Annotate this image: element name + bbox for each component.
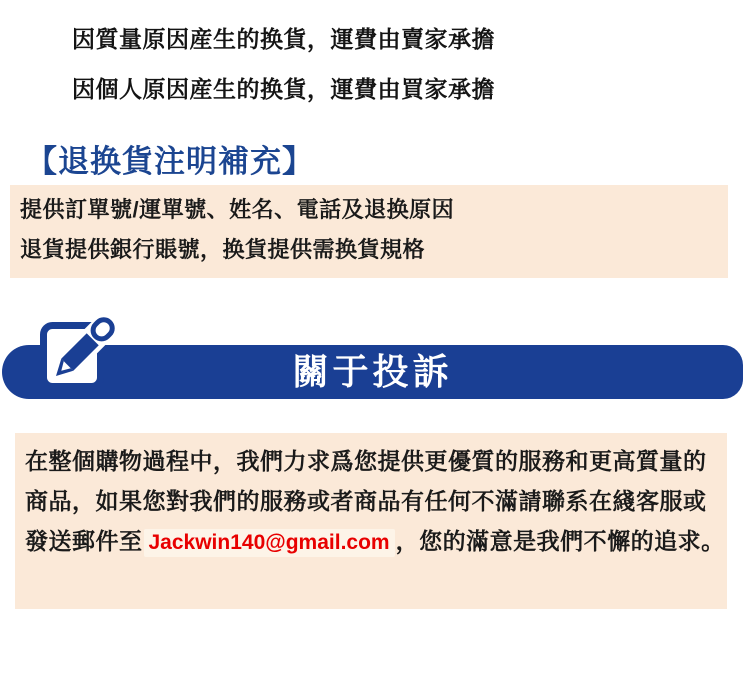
- email-link[interactable]: Jackwin140@gmail.com: [144, 529, 395, 557]
- return-supplement-line-2: 退貨提供銀行賬號，换貨提供需换貨規格: [20, 237, 426, 262]
- complaint-text-line-1: 在整個購物過程中，我們力求爲您提供更優質的服務和更高質量的: [25, 448, 707, 474]
- complaint-box: [15, 433, 727, 609]
- return-supplement-heading: 【退换貨注明補充】: [26, 144, 314, 179]
- exchange-note-quality: 因質量原因産生的换貨，運費由賣家承擔: [72, 26, 495, 52]
- complaint-banner-title: 關于投訴: [292, 351, 453, 392]
- complaint-text-line-3: [25, 521, 727, 563]
- return-supplement-box: [10, 185, 728, 278]
- complaint-text-prefix: 發送郵件至: [25, 528, 143, 554]
- complaint-text-suffix: ，您的滿意是我們不懈的追求。: [395, 528, 725, 554]
- exchange-note-personal: 因個人原因産生的换貨，運費由買家承擔: [72, 76, 495, 102]
- complaint-text-line-2: 商品，如果您對我們的服務或者商品有任何不滿請聯系在綫客服或: [25, 488, 707, 514]
- return-supplement-line-1: 提供訂單號/運單號、姓名、電話及退换原因: [20, 197, 455, 222]
- pencil-edit-icon: [34, 306, 124, 392]
